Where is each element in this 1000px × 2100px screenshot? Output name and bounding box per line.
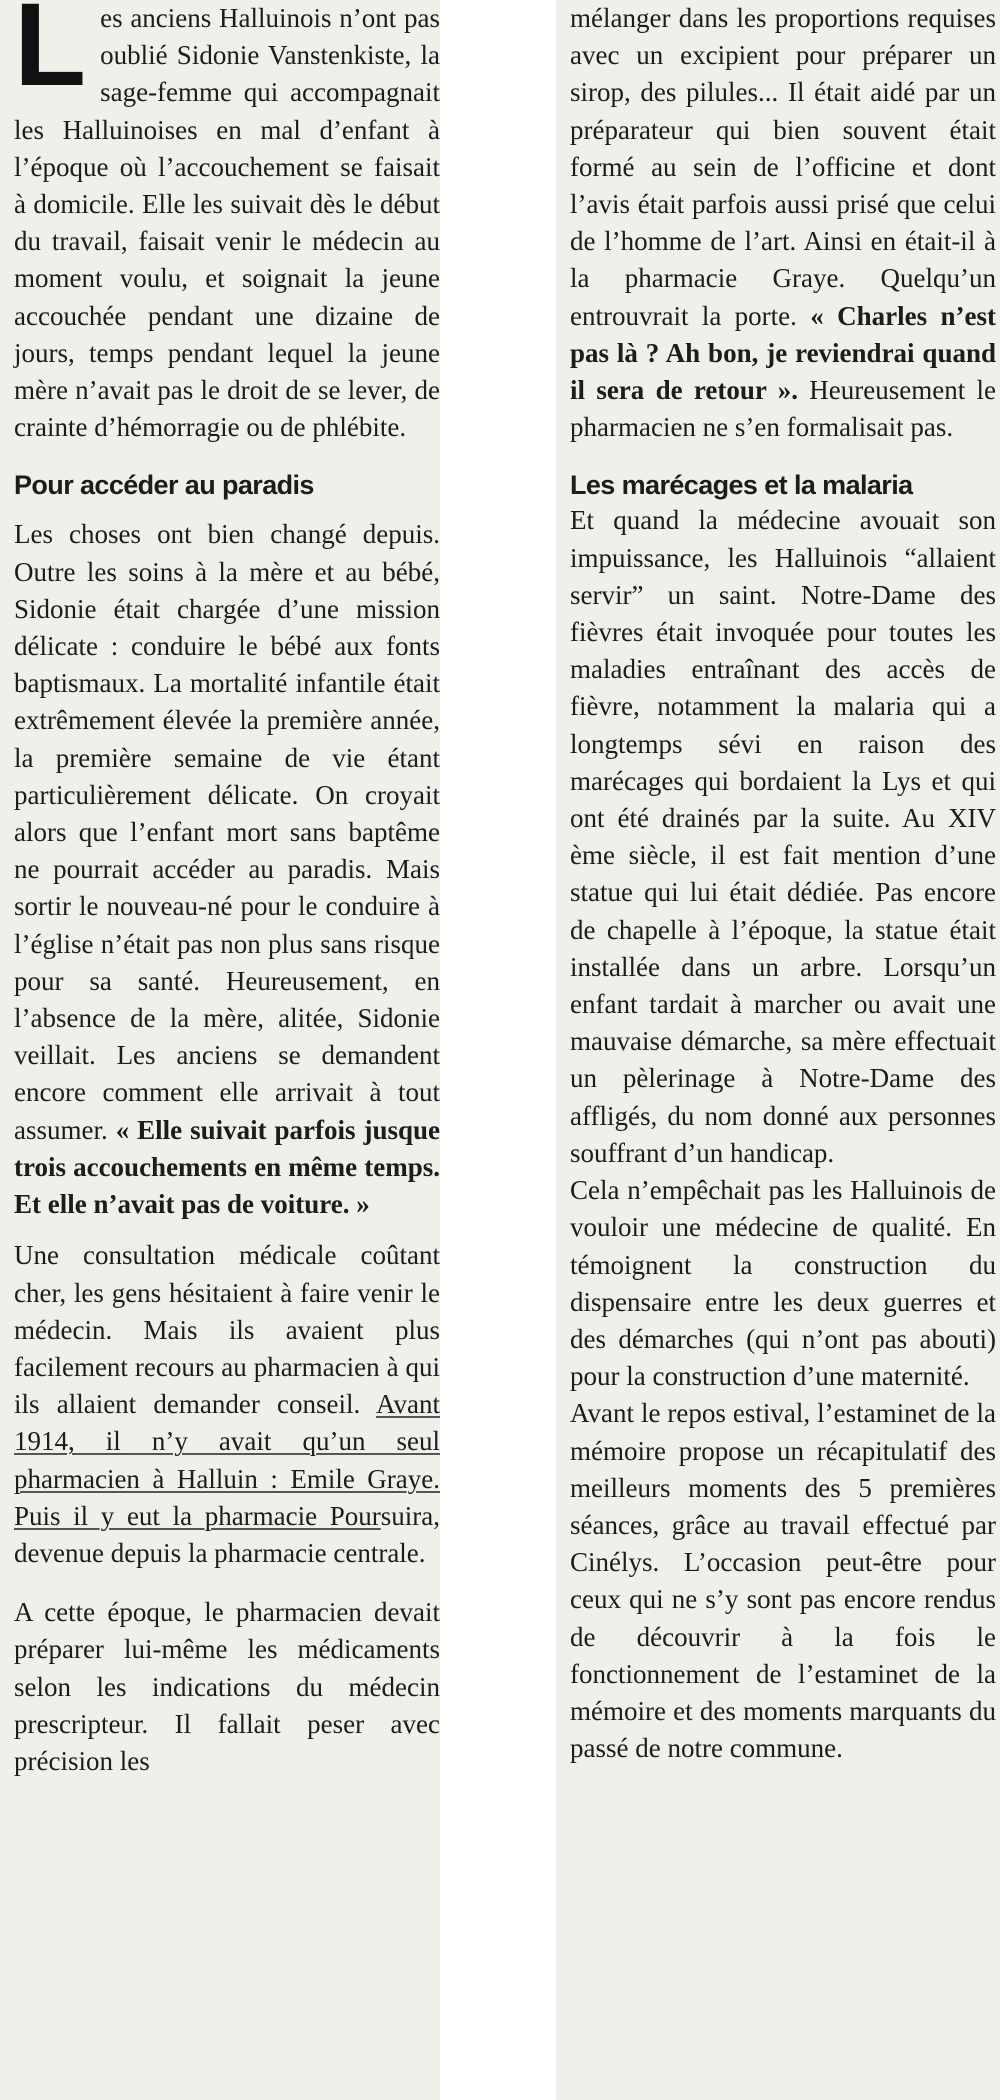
pharmacien-paragraph: Une consultation médicale coûtant cher, les gens hésitaient à faire venir le médecin. Mais ils avaient plus facilement recours au pharmacien à qui ils allaient demander conseil. Avant 1914, il n’y avait qu’un seul pharmacien à Halluin : Emile Graye. Puis il y eut la pharmacie Poursuira, devenue depuis la pharmacie centrale. [14,1240,440,1568]
preparation-paragraph: A cette époque, le pharmacien devait préparer lui-même les médicaments selon les indications du médecin prescripteur. Il fallait peser avec précision les [14,1597,440,1776]
intro-paragraph: Les anciens Halluinois n’ont pas oublié Sidonie Vanstenkiste, la sage-femme qui accompagnait les Halluinoises en mal d’enfant à l’époque où l’accouchement se faisait à domicile. Elle les suivait dès le début du travail, faisait venir le médecin au moment voulu, et soignait la jeune accouchée pendant une dizaine de jours, temps pendant lequel la jeune mère n’avait pas le droit de se lever, de crainte d’hémorragie ou de phlébite. [14,0,440,443]
malaria-paragraph: Et quand la médecine avouait son impuissance, les Halluinois “allaient servir” un saint. Notre-Dame des fièvres était invoquée pour toutes les maladies entraînant des accès de fièvre, notamment la malaria qui a longtemps sévi en raison des marécages qui bordaient la Lys et qui ont été drainés par la suite. Au XIV ème siècle, il est fait mention d’une statue qui lui était dédiée. Pas encore de chapelle à l’époque, la statue était installée dans un arbre. Lorsqu’un enfant tardait à marcher ou avait une mauvaise démarche, sa mère effectuait un pèlerinage à Notre-Dame des affligés, du nom donné aux personnes souffrant d’un handicap. [570,505,996,1168]
paradis-paragraph: Les choses ont bien changé depuis. Outre les soins à la mère et au bébé, Sidonie était chargée d’une mission délicate : conduire le bébé aux fonts baptismaux. La mortalité infantile était extrêmement élevée la première année, la première semaine de vie étant particulièrement délicate. On croyait alors que l’enfant mort sans baptême ne pourrait accéder au paradis. Mais sortir le nouveau-né pour le conduire à l’église n’était pas non plus sans risque pour sa santé. Heureusement, en l’absence de la mère, alitée, Sidonie veillait. Les anciens se demandent encore comment elle arrivait à tout assumer. « Elle suivait parfois jusque trois accouchements en même temps. Et elle n’avait pas de voiture. » [14,519,440,1220]
section-heading-malaria: Les marécages et la malaria [570,470,913,501]
section-heading-paradis: Pour accéder au paradis [14,470,314,501]
quote-sidonie: « Elle suivait parfois jusque trois accouchements en même temps. Et elle n’avait pas de voiture. » [14,1114,440,1220]
officine-paragraph: mélanger dans les proportions requises avec un excipient pour préparer un sirop, des pilules... Il était aidé par un préparateur qui bien souvent était formé au sein de l’officine et dont l’avis était parfois aussi prisé que celui de l’homme de l’art. Ainsi en était-il à la pharmacie Graye. Quelqu’un entrouvrait la porte. « Charles n’est pas là ? Ah bon, je reviendrai quand il sera de retour ». Heureusement le pharmacien ne s’en formalisait pas. [570,3,996,443]
dispensaire-paragraph: Cela n’empêchait pas les Halluinois de vouloir une médecine de qualité. En témoignent la construction du dispensaire entre les deux guerres et des démarches (qui n’ont pas abouti) pour la construction d’une maternité. [570,1175,996,1392]
left-column [0,0,440,2100]
estaminet-paragraph: Avant le repos estival, l’estaminet de la mémoire propose un récapitulatif des meilleurs moments des 5 premières séances, grâce au travail effectué par Cinélys. L’occasion peut-être pour ceux qui ne s’y sont pas encore rendus de découvrir à la fois le fonctionnement de l’estaminet de la mémoire et des moments marquants du passé de notre commune. [570,1398,996,1764]
right-column [556,0,1000,2100]
underlined-passage: Avant 1914, il n’y avait qu’un seul pharmacien à Halluin : Emile Graye. Puis il y eut la pharmacie Pour [14,1389,440,1531]
drop-cap: L [14,0,87,111]
quote-charles: « Charles n’est pas là ? Ah bon, je reviendrai quand il sera de retour ». [570,300,996,406]
